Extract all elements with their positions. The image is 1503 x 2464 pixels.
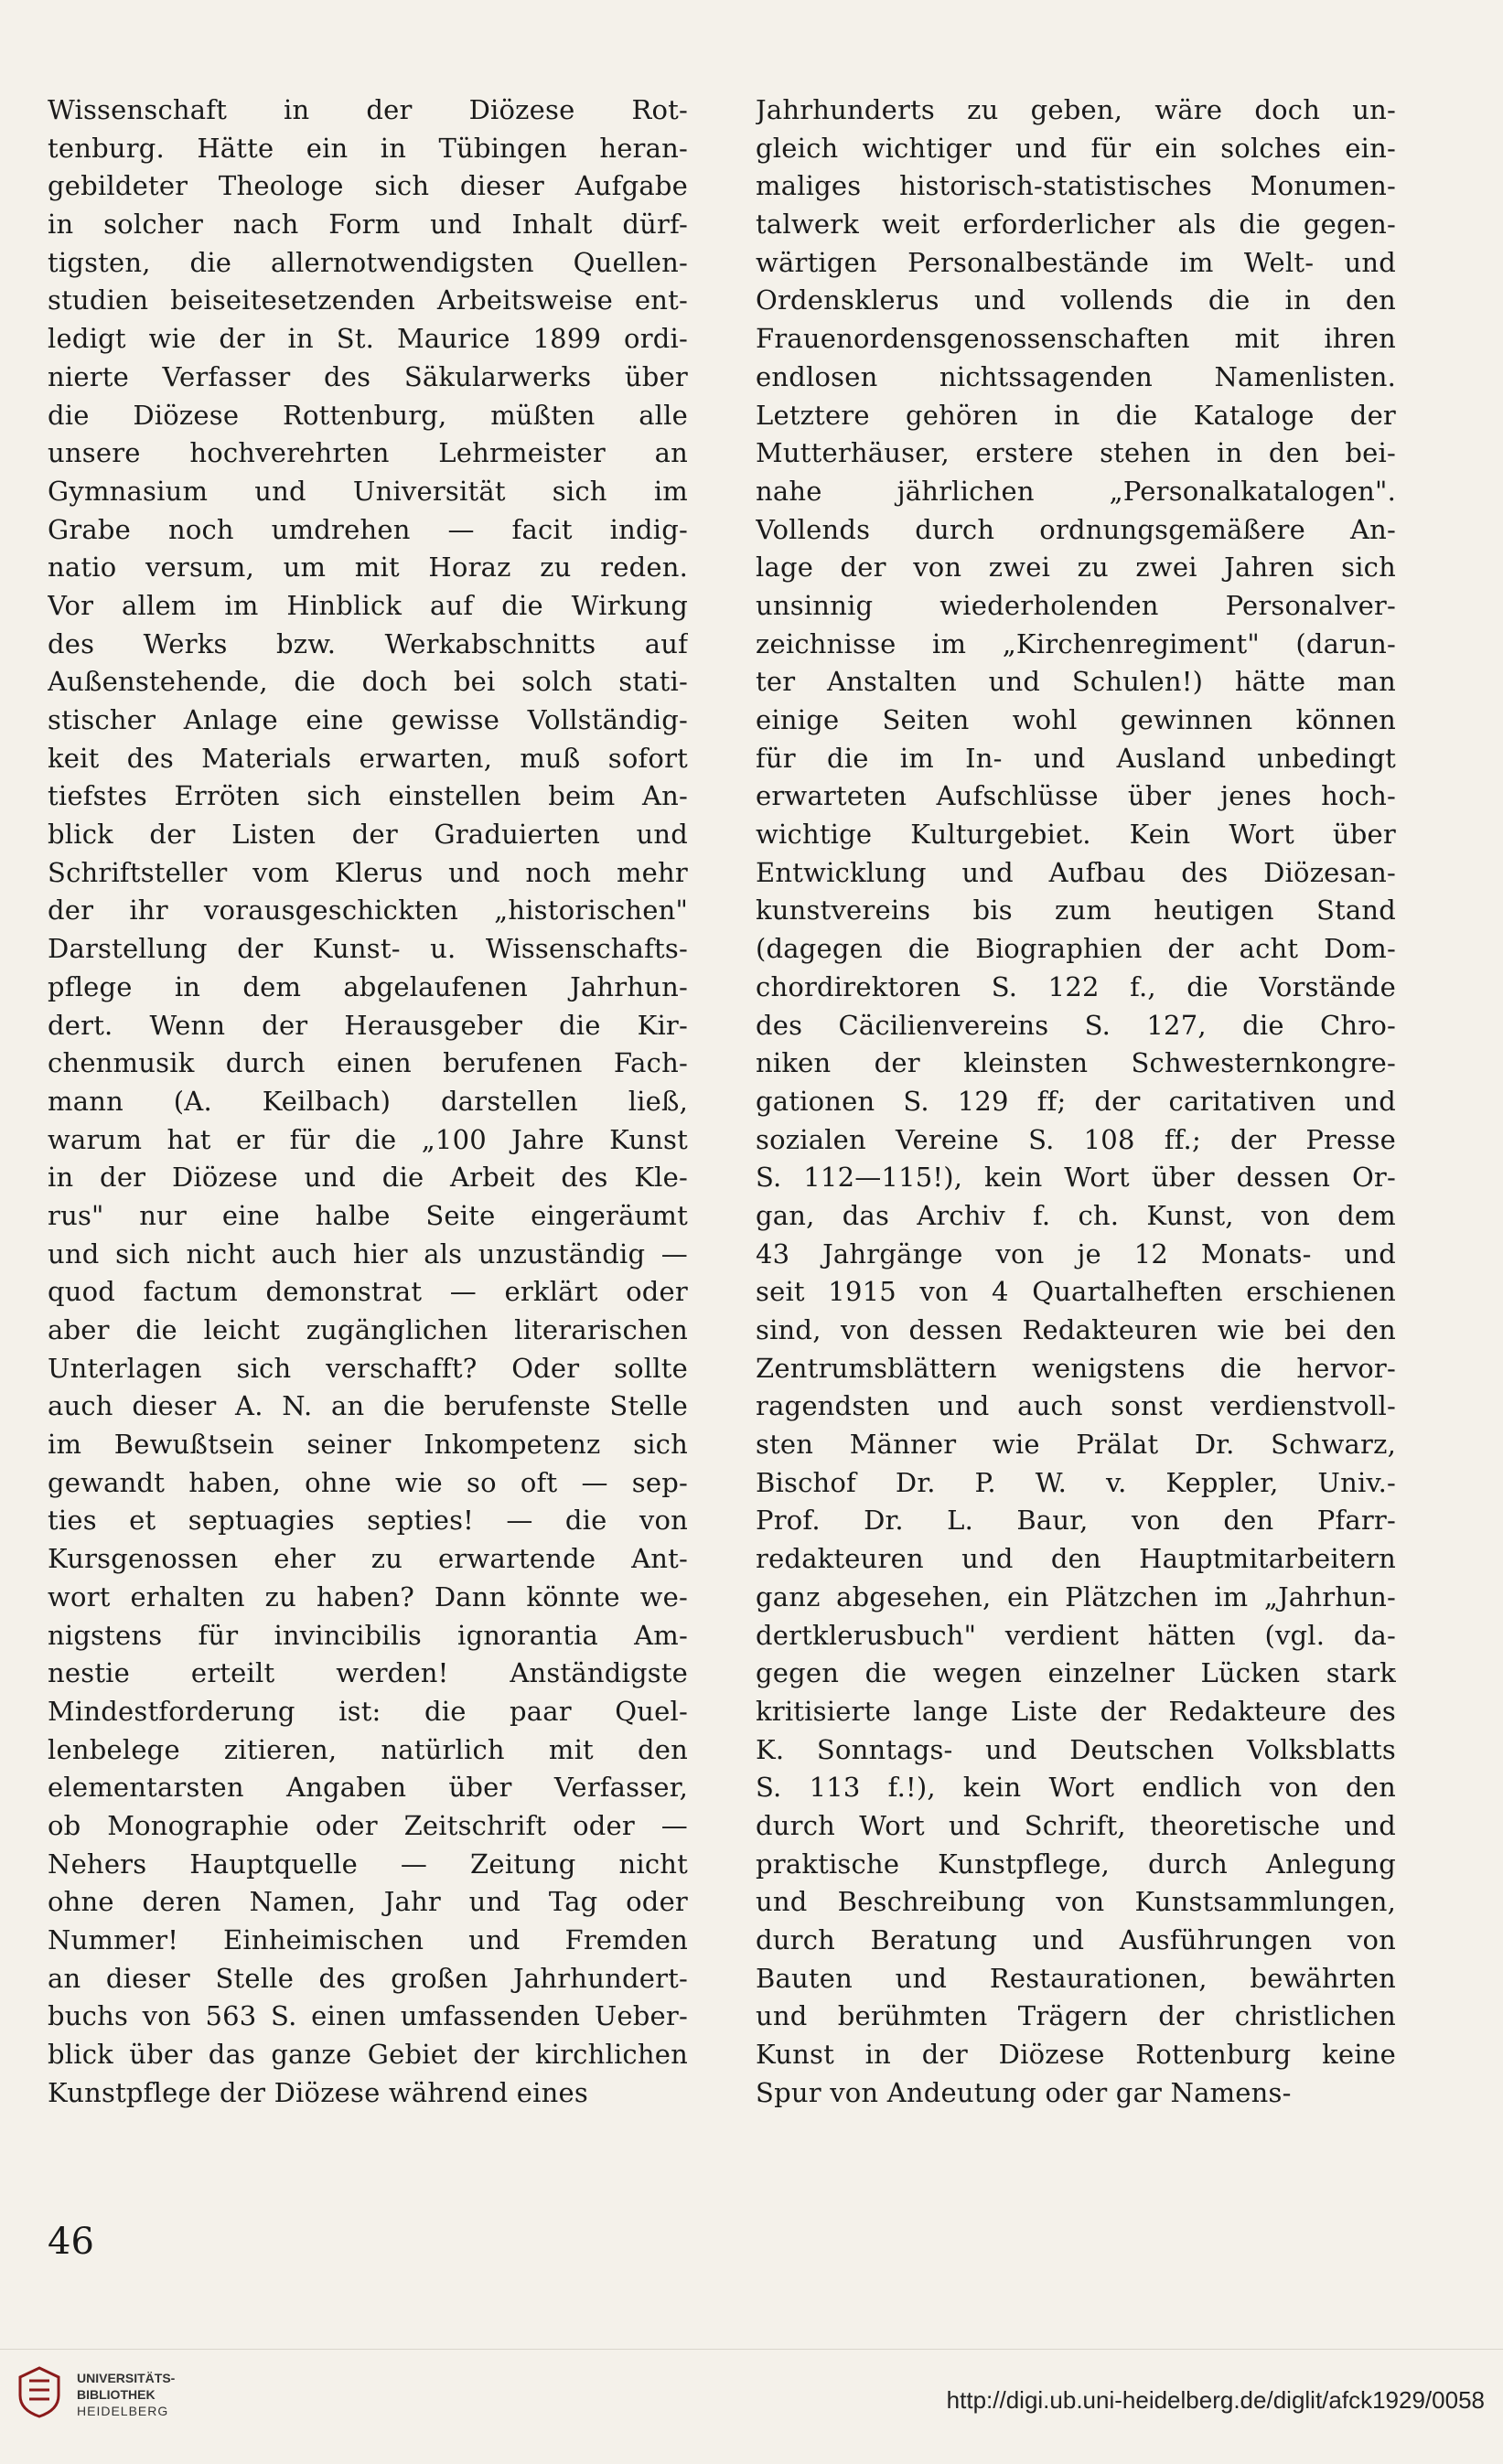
left-column-line: die Diözese Rottenburg, müßten alle xyxy=(48,399,688,431)
left-column-line: Darstellung der Kunst- u. Wissenschafts- xyxy=(48,933,688,965)
right-column-line: ganz abgesehen, ein Plätzchen im „Jahrhun- xyxy=(756,1580,1396,1612)
right-column-line: maliges historisch-statistisches Monumen- xyxy=(756,170,1396,202)
right-column-line: Mutterhäuser, erstere stehen in den bei- xyxy=(756,437,1396,469)
left-column-line: Vor allem im Hinblick auf die Wirkung xyxy=(48,589,688,621)
left-column-line: ledigt wie der in St. Maurice 1899 ordi- xyxy=(48,323,688,355)
left-column-line: stischer Anlage eine gewisse Vollständig- xyxy=(48,704,688,735)
right-column-line: niken der kleinsten Schwesternkongre- xyxy=(756,1047,1396,1079)
right-column-line: lage der von zwei zu zwei Jahren sich xyxy=(756,552,1396,584)
right-column-line: S. 112—115!), kein Wort über dessen Or- xyxy=(756,1162,1396,1194)
right-column-line: gegen die wegen einzelner Lücken stark xyxy=(756,1657,1396,1689)
library-name-line1: UNIVERSITÄTS- xyxy=(77,2371,176,2385)
library-name-line3: HEIDELBERG xyxy=(77,2404,169,2418)
left-column-line: ob Monographie oder Zeitschrift oder — xyxy=(48,1809,688,1841)
left-column-line: Mindestforderung ist: die paar Quel- xyxy=(48,1695,688,1727)
left-column-line: dert. Wenn der Herausgeber die Kir- xyxy=(48,1009,688,1041)
left-column-line: an dieser Stelle des großen Jahrhundert- xyxy=(48,1962,688,1994)
right-column-line: wichtige Kulturgebiet. Kein Wort über xyxy=(756,819,1396,851)
left-column-line: elementarsten Angaben über Verfasser, xyxy=(48,1772,688,1804)
left-column-line: des Werks bzw. Werkabschnitts auf xyxy=(48,627,688,659)
left-column-line: tigsten, die allernotwendigsten Quellen- xyxy=(48,246,688,278)
right-column-line: Letztere gehören in die Kataloge der xyxy=(756,399,1396,431)
library-name-line2: BIBLIOTHEK xyxy=(77,2387,156,2402)
right-column-line: Frauenordensgenossenschaften mit ihren xyxy=(756,323,1396,355)
left-column-line: tiefstes Erröten sich einstellen beim An- xyxy=(48,780,688,812)
left-column-line: unsere hochverehrten Lehrmeister an xyxy=(48,437,688,469)
left-column-line: in solcher nach Form und Inhalt dürf- xyxy=(48,209,688,241)
left-column-line: rus" nur eine halbe Seite eingeräumt xyxy=(48,1199,688,1231)
left-column-line: Nehers Hauptquelle — Zeitung nicht xyxy=(48,1848,688,1880)
right-column-line: durch Beratung und Ausführungen von xyxy=(756,1924,1396,1955)
right-column-line: unsinnig wiederholenden Personalver- xyxy=(756,589,1396,621)
right-column-line: seit 1915 von 4 Quartalheften erschienen xyxy=(756,1276,1396,1308)
right-column-line: Ordensklerus und vollends die in den xyxy=(756,284,1396,316)
left-column-line: nierte Verfasser des Säkularwerks über xyxy=(48,360,688,392)
left-column-line: studien beiseitesetzenden Arbeitsweise ent- xyxy=(48,284,688,316)
right-text-column xyxy=(756,91,1396,2112)
left-column-line: keit des Materials erwarten, muß sofort xyxy=(48,742,688,774)
right-column-line: K. Sonntags- und Deutschen Volksblatts xyxy=(756,1733,1396,1765)
left-column-line: Grabe noch umdrehen — facit indig- xyxy=(48,513,688,545)
right-column-line: nahe jährlichen „Personalkatalogen". xyxy=(756,475,1396,507)
right-column-line: Kunst in der Diözese Rottenburg keine xyxy=(756,2039,1396,2071)
library-logo-icon xyxy=(16,2364,62,2419)
right-column-line: chordirektoren S. 122 f., die Vorstände xyxy=(756,970,1396,1002)
left-column-line: quod factum demonstrat — erklärt oder xyxy=(48,1276,688,1308)
right-column-line: zeichnisse im „Kirchenregiment" (darun- xyxy=(756,627,1396,659)
right-column-line: des Cäcilienvereins S. 127, die Chro- xyxy=(756,1009,1396,1041)
left-column-line: Kursgenossen eher zu erwartende Ant- xyxy=(48,1543,688,1575)
source-url-link[interactable]: http://digi.ub.uni-heidelberg.de/diglit/afck1929/0058 xyxy=(946,2386,1485,2414)
right-column-line: Prof. Dr. L. Baur, von den Pfarr- xyxy=(756,1505,1396,1537)
right-column-line: Spur von Andeutung oder gar Namens- xyxy=(756,2076,1292,2108)
right-column-line: S. 113 f.!), kein Wort endlich von den xyxy=(756,1772,1396,1804)
right-column-line: 43 Jahrgänge von je 12 Monats- und xyxy=(756,1237,1396,1269)
left-column-line: in der Diözese und die Arbeit des Kle- xyxy=(48,1162,688,1194)
right-column-line: talwerk weit erforderlicher als die gegen- xyxy=(756,209,1396,241)
left-column-line: wort erhalten zu haben? Dann könnte we- xyxy=(48,1580,688,1612)
page-number: 46 xyxy=(48,2221,94,2263)
left-column-line: chenmusik durch einen berufenen Fach- xyxy=(48,1047,688,1079)
right-column-line: und berühmten Trägern der christlichen xyxy=(756,2000,1396,2032)
left-column-line: ties et septuagies septies! — die von xyxy=(48,1505,688,1537)
left-column-line: blick der Listen der Graduierten und xyxy=(48,819,688,851)
left-column-line: warum hat er für die „100 Jahre Kunst xyxy=(48,1123,688,1155)
left-column-line: nigstens für invincibilis ignorantia Am- xyxy=(48,1619,688,1651)
left-column-line: im Bewußtsein seiner Inkompetenz sich xyxy=(48,1429,688,1461)
left-column-line: gewandt haben, ohne wie so oft — sep- xyxy=(48,1466,688,1498)
right-column-line: gleich wichtiger und für ein solches ein- xyxy=(756,132,1396,164)
right-column-line: Entwicklung und Aufbau des Diözesan- xyxy=(756,856,1396,888)
left-column-line: Schriftsteller vom Klerus und noch mehr xyxy=(48,856,688,888)
right-column-line: Vollends durch ordnungsgemäßere An- xyxy=(756,513,1396,545)
right-column-line: sozialen Vereine S. 108 ff.; der Presse xyxy=(756,1123,1396,1155)
left-column-line: Gymnasium und Universität sich im xyxy=(48,475,688,507)
right-column-line: endlosen nichtssagenden Namenlisten. xyxy=(756,360,1396,392)
right-column-line: wärtigen Personalbestände im Welt- und xyxy=(756,246,1396,278)
right-column-line: (dagegen die Biographien der acht Dom- xyxy=(756,933,1396,965)
right-column-line: Zentrumsblättern wenigstens die hervor- xyxy=(756,1352,1396,1384)
right-column-line: erwarteten Aufschlüsse über jenes hoch- xyxy=(756,780,1396,812)
left-column-line: mann (A. Keilbach) darstellen ließ, xyxy=(48,1085,688,1117)
right-column-line: gan, das Archiv f. ch. Kunst, von dem xyxy=(756,1199,1396,1231)
left-column-line: aber die leicht zugänglichen literarischen xyxy=(48,1314,688,1345)
left-column-line: lenbelege zitieren, natürlich mit den xyxy=(48,1733,688,1765)
right-column-line: sind, von dessen Redakteuren wie bei den xyxy=(756,1314,1396,1345)
left-column-line: gebildeter Theologe sich dieser Aufgabe xyxy=(48,170,688,202)
left-column-line: blick über das ganze Gebiet der kirchlichen xyxy=(48,2039,688,2071)
left-column-line: pflege in dem abgelaufenen Jahrhun- xyxy=(48,970,688,1002)
right-column-line: und Beschreibung von Kunstsammlungen, xyxy=(756,1886,1396,1918)
left-column-line: Nummer! Einheimischen und Fremden xyxy=(48,1924,688,1955)
left-column-line: Unterlagen sich verschafft? Oder sollte xyxy=(48,1352,688,1384)
right-column-line: Bischof Dr. P. W. v. Keppler, Univ.- xyxy=(756,1466,1396,1498)
right-column-line: für die im In- und Ausland unbedingt xyxy=(756,742,1396,774)
right-column-line: dertklerusbuch" verdient hätten (vgl. da- xyxy=(756,1619,1396,1651)
right-column-line: kritisierte lange Liste der Redakteure des xyxy=(756,1695,1396,1727)
left-column-line: tenburg. Hätte ein in Tübingen heran- xyxy=(48,132,688,164)
left-column-line: auch dieser A. N. an die berufenste Stelle xyxy=(48,1390,688,1422)
left-column-line: Außenstehende, die doch bei solch stati- xyxy=(48,666,688,698)
left-column-line: Wissenschaft in der Diözese Rot- xyxy=(48,94,688,125)
right-column-line: gationen S. 129 ff; der caritativen und xyxy=(756,1085,1396,1117)
right-column-line: ragendsten und auch sonst verdienstvoll- xyxy=(756,1390,1396,1422)
right-column-line: ter Anstalten und Schulen!) hätte man xyxy=(756,666,1396,698)
right-column-line: Bauten und Restaurationen, bewährten xyxy=(756,1962,1396,1994)
left-column-line: und sich nicht auch hier als unzuständig — xyxy=(48,1237,688,1269)
right-column-line: Jahrhunderts zu geben, wäre doch un- xyxy=(756,94,1396,125)
left-column-line: natio versum, um mit Horaz zu reden. xyxy=(48,552,688,584)
right-column-line: redakteuren und den Hauptmitarbeitern xyxy=(756,1543,1396,1575)
right-column-line: kunstvereins bis zum heutigen Stand xyxy=(756,895,1396,927)
right-column-line: durch Wort und Schrift, theoretische und xyxy=(756,1809,1396,1841)
footer-bar xyxy=(0,2349,1503,2464)
left-column-line: buchs von 563 S. einen umfassenden Ueber- xyxy=(48,2000,688,2032)
right-column-line: sten Männer wie Prälat Dr. Schwarz, xyxy=(756,1429,1396,1461)
left-text-column xyxy=(48,91,688,2112)
left-column-line: Kunstpflege der Diözese während eines xyxy=(48,2076,588,2108)
left-column-line: nestie erteilt werden! Anständigste xyxy=(48,1657,688,1689)
right-column-line: einige Seiten wohl gewinnen können xyxy=(756,704,1396,735)
left-column-line: der ihr vorausgeschickten „historischen" xyxy=(48,895,688,927)
library-name xyxy=(77,2370,175,2419)
left-column-line: ohne deren Namen, Jahr und Tag oder xyxy=(48,1886,688,1918)
right-column-line: praktische Kunstpflege, durch Anlegung xyxy=(756,1848,1396,1880)
